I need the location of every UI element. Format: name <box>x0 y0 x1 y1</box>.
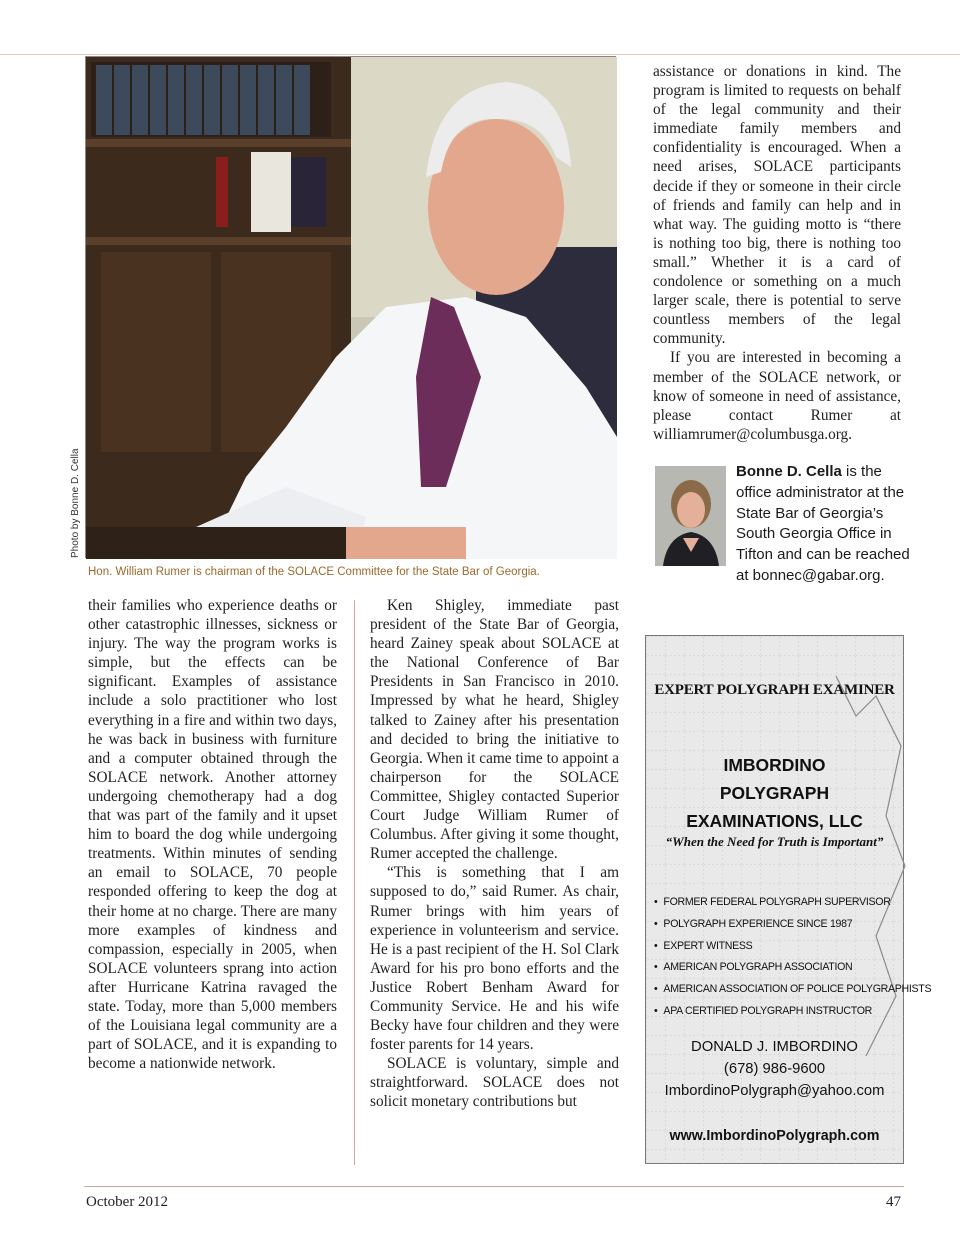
column-divider <box>354 600 355 1165</box>
footer-rule <box>84 1186 904 1187</box>
paragraph: SOLACE is voluntary, simple and straightforward. SOLACE does not solicit monetary contributions but <box>370 1055 619 1111</box>
list-item: • APA CERTIFIED POLYGRAPH INSTRUCTOR <box>654 1001 904 1023</box>
footer-date: October 2012 <box>86 1194 169 1210</box>
judge-photo <box>85 56 616 558</box>
article-column-3 <box>653 62 901 444</box>
article-column-2 <box>370 596 619 1112</box>
paragraph: “This is something that I am supposed to do,” said Rumer. As chair, Rumer brings with him years of experience in volunteerism and service. He is a past recipient of the H. Sol Clark Award for his pro bono efforts and the Justice Robert Benham Award for Community Service. He and his wife Becky have four children and they were foster parents for 14 years. <box>370 864 619 1054</box>
author-bio <box>736 462 911 587</box>
top-rule <box>0 54 960 55</box>
ad-heading: EXPERT POLYGRAPH EXAMINER <box>654 682 895 698</box>
company-line: POLYGRAPH <box>719 783 830 803</box>
polygraph-advertisement <box>645 635 932 1164</box>
author-photo <box>655 466 726 566</box>
article-column-1 <box>88 596 337 1073</box>
photo-caption: Hon. William Rumer is chairman of the SOLACE Committee for the State Bar of Georgia. <box>88 566 540 578</box>
ad-company-name <box>646 751 903 835</box>
list-item: • EXPERT WITNESS <box>654 936 904 958</box>
paragraph: Ken Shigley, immediate past president of the State Bar of Georgia, heard Zainey speak about SOLACE at the National Conference of Bar Presidents in San Francisco in 2010. Impressed by what he heard, Shigley talked to Zainey after his presentation and decided to bring the initiative to Georgia. When it came time to appoint a chairperson for the SOLACE Committee, Shigley contacted Superior Court Judge William Rumer of Columbus. After giving it some thought, Rumer accepted the challenge. <box>370 597 619 863</box>
author-bio-text: is the office administrator at the State Bar of Georgia’s South Georgia Office in Tifton and can be reached at bonnec@gabar.org. <box>736 463 910 584</box>
contact-phone: (678) 986-9600 <box>723 1061 826 1077</box>
page-number: 47 <box>886 1194 901 1210</box>
paragraph: If you are interested in becoming a member of the SOLACE network, or know of someone in need of assistance, please contact Rumer at williamrumer@columbusga.org. <box>653 349 901 443</box>
contact-name: DONALD J. IMBORDINO <box>691 1039 858 1055</box>
list-item: • AMERICAN POLYGRAPH ASSOCIATION <box>654 957 904 979</box>
ad-slogan: “When the Need for Truth is Important” <box>665 834 884 849</box>
company-line: EXAMINATIONS, LLC <box>686 811 863 831</box>
list-item: • AMERICAN ASSOCIATION OF POLICE POLYGRAPHISTS <box>654 979 904 1001</box>
ad-credentials-list <box>654 892 932 1023</box>
paragraph: their families who experience deaths or other catastrophic illnesses, sickness or injury. The way the program works is simple, but the effects can be significant. Examples of assistance include a solo practitioner who lost everything in a fire and within two days, he was back in business with furniture and a computer obtained through the SOLACE network. Another attorney undergoing chemotherapy had a dog that was part of the family and it upset him to board the dog while undergoing treatments. Within minutes of sending an email to SOLACE, 70 people responded offering to keep the dog at their home at no charge. There are many more examples of kindness and compassion, especially in 2005, when SOLACE volunteers sprang into action after Hurricane Katrina ravaged the state. Today, more than 5,000 members of the Louisiana legal community are a part of SOLACE, and it is expanding to become a nationwide network. <box>88 597 337 1073</box>
contact-email[interactable]: ImbordinoPolygraph@yahoo.com <box>664 1083 885 1099</box>
ad-contact <box>646 1036 903 1102</box>
company-line: IMBORDINO <box>723 755 826 775</box>
paragraph: assistance or donations in kind. The program is limited to requests on behalf of the legal community and their immediate family members and confidentiality is encouraged. When a need arises, SOLACE participants decide if they or someone in their circle of friends and family can help and in what way. The guiding motto is “there is nothing too big, there is nothing too small.” Whether it is a card of condolence or something on a much larger scale, there is potential to serve countless members of the legal community. <box>653 63 901 348</box>
author-name: Bonne D. Cella <box>736 463 842 480</box>
list-item: • POLYGRAPH EXPERIENCE SINCE 1987 <box>654 914 904 936</box>
photo-credit: Photo by Bonne D. Cella <box>70 448 81 558</box>
ad-website-link[interactable]: www.ImbordinoPolygraph.com <box>669 1128 880 1144</box>
list-item: • FORMER FEDERAL POLYGRAPH SUPERVISOR <box>654 892 904 914</box>
